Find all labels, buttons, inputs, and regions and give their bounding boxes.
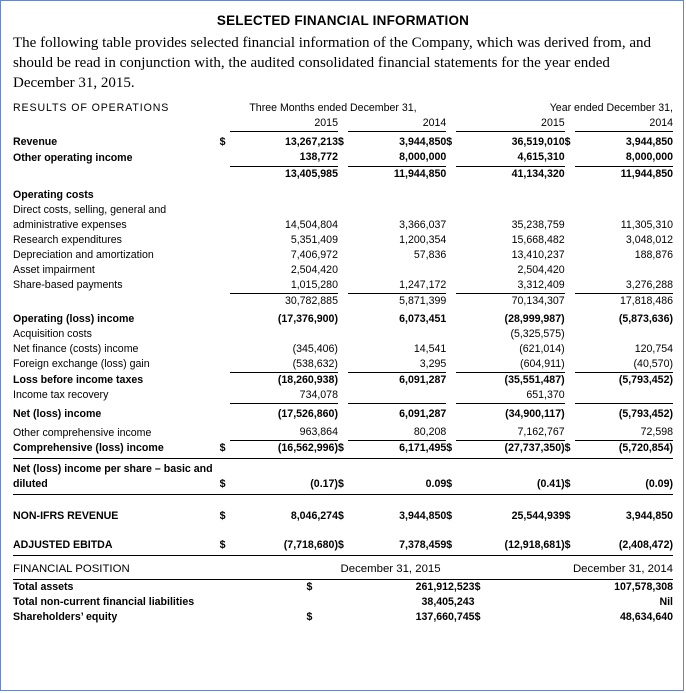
- table-row: [13, 342, 673, 357]
- row-label: Direct costs, selling, general and administrative expenses: [13, 203, 167, 231]
- financial-position-table: [13, 561, 673, 625]
- cell-value: (0.17): [310, 478, 338, 491]
- row-label: Depreciation and amortization: [13, 248, 154, 261]
- cell-value: 13,405,985: [284, 167, 338, 180]
- table-group-header-row: [13, 101, 673, 116]
- cell-value: 38,405,243: [421, 596, 475, 609]
- cell-value: 137,660,745: [415, 611, 475, 624]
- cell-value: 7,406,972: [290, 248, 338, 261]
- col-header-tm-2015: 2015: [230, 116, 338, 132]
- currency-symbol: $: [564, 136, 571, 149]
- currency-symbol: $: [337, 539, 344, 552]
- cell-value: (27,737,350): [504, 442, 565, 455]
- row-label: Other operating income: [13, 151, 133, 164]
- cell-value: 14,541: [413, 342, 447, 355]
- cell-value: 3,944,850: [625, 510, 673, 523]
- row-label: Operating (loss) income: [13, 312, 135, 325]
- row-label: Asset impairment: [13, 263, 95, 276]
- row-label: Net finance (costs) income: [13, 342, 139, 355]
- cell-value: 3,312,409: [456, 278, 564, 294]
- cell-value: 11,944,850: [620, 167, 673, 180]
- cell-value: (2,408,472): [618, 539, 673, 552]
- cell-value: 13,410,237: [511, 248, 565, 261]
- cell-value: 1,015,280: [230, 278, 338, 294]
- currency-symbol: $: [446, 442, 453, 455]
- cell-value: (28,999,987): [504, 312, 565, 325]
- table-row: [13, 462, 673, 492]
- currency-symbol: $: [564, 539, 571, 552]
- currency-symbol: $: [337, 510, 344, 523]
- cell-value: (5,720,854): [618, 442, 673, 455]
- cell-value: 41,134,320: [511, 167, 565, 180]
- cell-value: 651,370: [456, 388, 564, 404]
- row-label: Share-based payments: [13, 279, 123, 292]
- table-row: [13, 388, 673, 404]
- cell-value: (538,632): [230, 357, 338, 373]
- currency-symbol: $: [564, 478, 571, 491]
- cell-value: (604,911): [456, 357, 564, 373]
- currency-symbol: $: [306, 581, 313, 594]
- currency-symbol: $: [219, 510, 226, 523]
- fp-col-header-2014: December 31, 2014: [572, 563, 673, 576]
- group-header-three-months: Three Months ended December 31,: [249, 102, 417, 115]
- currency-symbol: $: [219, 539, 226, 552]
- row-label: Loss before income taxes: [13, 373, 144, 386]
- currency-symbol: [307, 595, 317, 610]
- group-header-year: Year ended December 31,: [549, 102, 673, 115]
- section-label: RESULTS OF OPERATIONS: [13, 102, 170, 115]
- cell-value: 2,504,420: [290, 263, 338, 276]
- cell-value: Nil: [659, 596, 673, 609]
- table-row: [13, 509, 673, 524]
- row-label: NON-IFRS REVENUE: [13, 510, 119, 523]
- financial-position-header-row: [13, 561, 673, 577]
- page-title: SELECTED FINANCIAL INFORMATION: [216, 13, 470, 28]
- cell-value: 3,276,288: [575, 278, 673, 294]
- row-label: Other comprehensive income: [13, 426, 152, 439]
- cell-value: (16,562,996): [277, 442, 338, 455]
- row-label: Income tax recovery: [13, 389, 109, 402]
- table-row: [13, 372, 673, 388]
- cell-value: 3,295: [348, 357, 446, 373]
- cell-value: 13,267,213: [284, 136, 338, 149]
- cell-value: [230, 327, 338, 342]
- cell-value: 72,598: [575, 425, 673, 441]
- intro-paragraph: The following table provides selected financial information of the Company, which was derived from, and should be read in conjunction with, the audited consolidated financial statements for the year ended December 31, 2015.: [13, 35, 652, 91]
- cell-value: [348, 388, 446, 404]
- cell-value: 7,162,767: [456, 425, 564, 441]
- cell-value: 17,818,486: [619, 294, 673, 307]
- cell-value: 3,366,037: [399, 218, 447, 231]
- cell-value: (345,406): [292, 342, 338, 355]
- cell-value: (5,325,575): [510, 327, 565, 340]
- cell-value: 35,238,759: [511, 218, 565, 231]
- currency-symbol: $: [337, 478, 344, 491]
- cell-value: 15,668,482: [511, 233, 565, 246]
- cell-value: 7,378,459: [399, 539, 447, 552]
- row-label: ADJUSTED EBITDA: [13, 539, 113, 552]
- cell-value: (17,526,860): [277, 407, 338, 420]
- table-row: [13, 312, 673, 327]
- currency-symbol: $: [446, 478, 453, 491]
- cell-value: 1,247,172: [348, 278, 446, 294]
- cell-value: 963,864: [230, 425, 338, 441]
- col-header-tm-2014: 2014: [348, 116, 446, 132]
- row-label: Operating costs: [13, 188, 94, 201]
- currency-symbol: [220, 150, 230, 166]
- cell-value: 11,944,850: [393, 167, 447, 180]
- table-row: [13, 610, 673, 625]
- col-header-yr-2014: 2014: [575, 116, 673, 132]
- cell-value: 8,046,274: [290, 510, 338, 523]
- cell-value: (621,014): [519, 342, 565, 355]
- cell-value: [575, 327, 673, 342]
- cell-value: 3,944,850: [625, 136, 673, 149]
- currency-symbol: $: [306, 611, 313, 624]
- cell-value: 6,091,287: [399, 407, 447, 420]
- cell-value: 2,504,420: [517, 263, 565, 276]
- row-label: Net (loss) income per share – basic and diluted: [13, 463, 213, 491]
- table-row: [13, 135, 673, 150]
- table-row: [13, 407, 673, 422]
- currency-symbol: $: [446, 539, 453, 552]
- currency-symbol: [446, 150, 456, 166]
- cell-value: 138,772: [230, 150, 338, 166]
- cell-value: (40,570): [575, 357, 673, 373]
- table-row: [13, 595, 673, 610]
- currency-symbol: $: [337, 442, 344, 455]
- currency-symbol: [565, 150, 575, 166]
- row-label: Research expenditures: [13, 233, 122, 246]
- cell-value: 11,305,310: [620, 218, 673, 231]
- cell-value: [575, 388, 673, 404]
- cell-value: 8,000,000: [348, 150, 446, 166]
- financial-position-heading: FINANCIAL POSITION: [13, 563, 130, 576]
- table-row: [13, 327, 673, 342]
- row-label: Total non-current financial liabilities: [13, 596, 195, 609]
- currency-symbol: $: [219, 442, 226, 455]
- table-row: [13, 538, 673, 553]
- cell-value: [575, 263, 673, 278]
- cell-value: 3,048,012: [625, 233, 673, 246]
- cell-value: (7,718,680): [283, 539, 338, 552]
- cell-value: 48,634,640: [619, 611, 673, 624]
- currency-symbol: $: [219, 136, 226, 149]
- currency-symbol: $: [219, 478, 226, 491]
- row-label: Total assets: [13, 581, 74, 594]
- table-row: [13, 248, 673, 263]
- currency-symbol: $: [564, 510, 571, 523]
- currency-symbol: $: [474, 611, 481, 624]
- cell-value: (0.41): [536, 478, 565, 491]
- cell-value: (5,793,452): [618, 407, 673, 420]
- cell-value: 107,578,308: [614, 581, 673, 594]
- cell-value: 4,615,310: [456, 150, 564, 166]
- table-row: [13, 293, 673, 309]
- cell-value: (18,260,938): [277, 373, 338, 386]
- cell-value: 120,754: [634, 342, 673, 355]
- row-label: Shareholders’ equity: [13, 611, 118, 624]
- cell-value: 261,912,523: [415, 581, 475, 594]
- results-of-operations-table: [13, 101, 673, 559]
- currency-symbol: [475, 595, 485, 610]
- table-row: [13, 166, 673, 182]
- cell-value: (34,900,117): [505, 407, 565, 420]
- cell-value: 5,351,409: [290, 233, 338, 246]
- table-row: [13, 150, 673, 166]
- fp-col-header-2015: December 31, 2015: [340, 563, 441, 576]
- cell-value: 36,519,010: [511, 136, 565, 149]
- table-row: [13, 278, 673, 294]
- cell-value: 25,544,939: [511, 510, 565, 523]
- cell-value: 70,134,307: [511, 294, 565, 307]
- cell-value: (17,376,900): [277, 312, 338, 325]
- table-row: [13, 203, 673, 233]
- row-label: Foreign exchange (loss) gain: [13, 358, 150, 371]
- cell-value: (0.09): [645, 478, 673, 491]
- row-label: Acquisition costs: [13, 327, 92, 340]
- cell-value: (12,918,681): [504, 539, 565, 552]
- table-row: [13, 580, 673, 596]
- table-row: [13, 425, 673, 441]
- cell-value: (5,873,636): [618, 312, 673, 325]
- cell-value: 6,073,451: [399, 312, 447, 325]
- row-label: [13, 166, 220, 182]
- cell-value: 5,871,399: [399, 294, 447, 307]
- row-label: Revenue: [13, 136, 58, 149]
- row-label: Comprehensive (loss) income: [13, 442, 164, 455]
- currency-symbol: $: [446, 136, 453, 149]
- cell-value: [348, 263, 446, 278]
- table-row: [13, 263, 673, 278]
- currency-symbol: $: [474, 581, 481, 594]
- currency-symbol: [338, 150, 348, 166]
- cell-value: 734,078: [230, 388, 338, 404]
- col-header-yr-2015: 2015: [456, 116, 564, 132]
- row-label: Net (loss) income: [13, 407, 102, 420]
- table-row: [13, 233, 673, 248]
- cell-value: 57,836: [413, 248, 447, 261]
- cell-value: 1,200,354: [399, 233, 447, 246]
- cell-value: 14,504,804: [284, 218, 338, 231]
- cell-value: 6,171,495: [399, 442, 447, 455]
- cell-value: (35,551,487): [504, 373, 565, 386]
- cell-value: 188,876: [634, 248, 673, 261]
- cell-value: 80,208: [348, 425, 446, 441]
- row-label: [13, 293, 220, 309]
- table-row: [13, 441, 673, 457]
- table-row: [13, 357, 673, 373]
- table-year-header-row: [13, 116, 673, 132]
- cell-value: 6,091,287: [399, 373, 447, 386]
- cell-value: 3,944,850: [399, 510, 447, 523]
- cell-value: 0.09: [425, 478, 447, 491]
- cell-value: [348, 327, 446, 342]
- cell-value: 8,000,000: [575, 150, 673, 166]
- currency-symbol: $: [337, 136, 344, 149]
- cell-value: 3,944,850: [399, 136, 447, 149]
- table-row: [13, 188, 673, 203]
- currency-symbol: $: [564, 442, 571, 455]
- currency-symbol: $: [446, 510, 453, 523]
- cell-value: (5,793,452): [618, 373, 673, 386]
- cell-value: 30,782,885: [284, 294, 338, 307]
